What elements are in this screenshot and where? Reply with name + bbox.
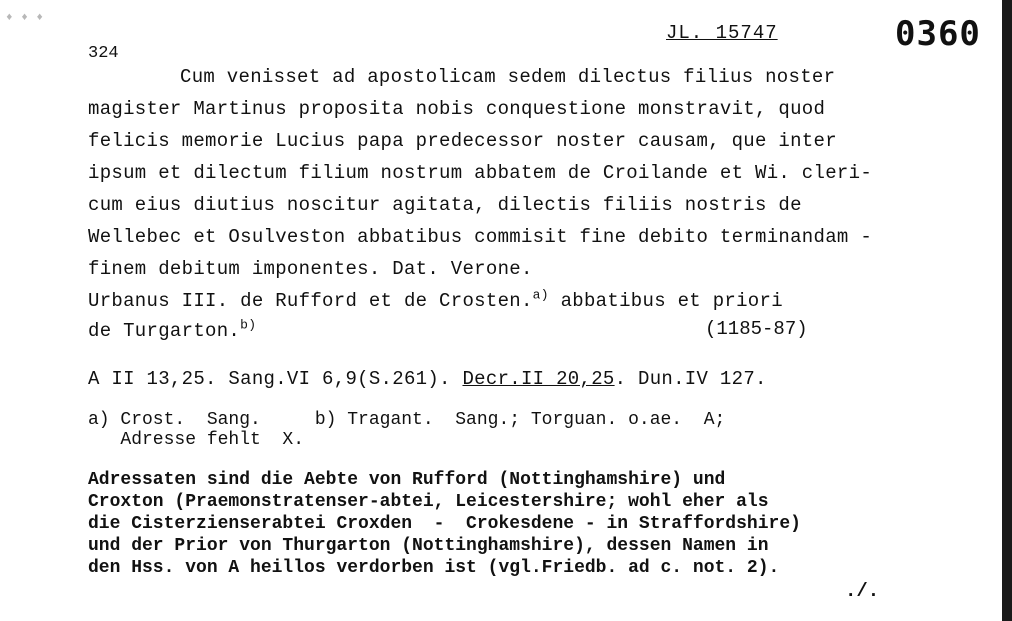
body-line-5: cum eius diutius noscitur agitata, dilectis filiis nostris de: [88, 194, 802, 216]
decretals-reference: Decr.II 20,25: [462, 368, 615, 390]
address-text: Urbanus III. de Rufford et de Crosten.: [88, 290, 533, 312]
footnote-mark-b: b): [240, 317, 257, 333]
body-line-2: magister Martinus proposita nobis conquestione monstravit, quod: [88, 98, 826, 120]
address2-text: de Turgarton.: [88, 320, 241, 342]
commentary-line-4: und der Prior von Thurgarton (Nottinghamshire), dessen Namen in: [88, 536, 769, 556]
card-edge: [1002, 0, 1012, 621]
body-line-7: finem debitum imponentes. Dat. Verone.: [88, 258, 533, 280]
reference-number: 324: [88, 44, 119, 63]
corner-mark: ♦ ♦ ♦: [6, 12, 45, 24]
footnote-line-1: a) Crost. Sang. b) Tragant. Sang.; Torguan. o.ae. A;: [88, 410, 726, 430]
commentary-line-2: Croxton (Praemonstratenser-abtei, Leicestershire; wohl eher als: [88, 492, 769, 512]
address-line-1: [88, 287, 783, 312]
footnote-mark-a: a): [532, 287, 549, 303]
commentary-line-1: Adressaten sind die Aebte von Rufford (Nottinghamshire) und: [88, 470, 726, 490]
footnote-line-2: Adresse fehlt X.: [88, 430, 305, 450]
address-line-2: [88, 317, 257, 342]
document-number: 0360: [895, 14, 981, 54]
continuation-mark: ./.: [845, 580, 880, 602]
body-line-3: felicis memorie Lucius papa predecessor noster causam, que inter: [88, 130, 837, 152]
commentary-line-3: die Cisterzienserabtei Croxden - Crokesdene - in Straffordshire): [88, 514, 801, 534]
date-range: (1185-87): [705, 318, 808, 340]
commentary-line-5: den Hss. von A heillos verdorben ist (vgl.Friedb. ad c. not. 2).: [88, 558, 780, 578]
sources-line: [88, 368, 767, 390]
body-line-1: Cum venisset ad apostolicam sedem dilectus filius noster: [180, 66, 836, 88]
sources-part-1: A II 13,25. Sang.VI 6,9(S.261).: [88, 368, 463, 390]
sources-part-2: . Dun.IV 127.: [614, 368, 767, 390]
jl-number: JL. 15747: [666, 22, 778, 44]
body-line-6: Wellebec et Osulveston abbatibus commisit fine debito terminandam -: [88, 226, 873, 248]
address-rest: abbatibus et priori: [548, 290, 783, 312]
body-line-4: ipsum et dilectum filium nostrum abbatem de Croilande et Wi. cleri-: [88, 162, 873, 184]
